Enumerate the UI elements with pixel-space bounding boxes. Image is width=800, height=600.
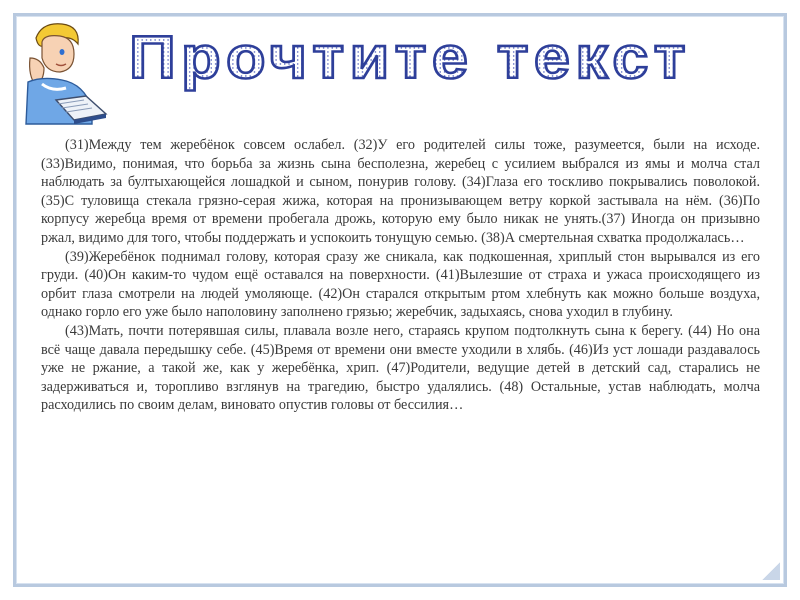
text-paragraph: (43)Мать, почти потерявшая силы, плавала возле него, стараясь крупом подтолкнуть сына к берегу. (44) Но она всё чаще давала передышку себе. (45)Время от времени они вместе уходили в хлябь. (46)Из уст лошади раздавалось уже не ржание, а такой же, как у жеребёнка, хрип. (47)Родители, ведущие детей в детский сад, старались не задерживаться и, торопливо взглянув на трагедию, быстро удалялись. (48) Остальные, устав наблюдать, молча расходились по своим делам, виновато опустив головы от бессилия…: [41, 322, 760, 414]
slide-title: [60, 22, 760, 92]
text-paragraph: (39)Жеребёнок поднимал голову, которая сразу же сникала, как подкошенная, хриплый стон вырывался из его груди. (40)Он каким-то чудом ещё оставался на поверхности. (41)Вылезшие от страха и ужаса происходящего из орбит глаза смотрели на людей умоляюще. (42)Он старался открытым ртом хлебнуть как можно больше воздуха, однако горло его уже было наполовину заполнено грязью; жеребчик, задыхаясь, снова уходил в глубину.: [41, 248, 760, 321]
slide-title-text: Прочтите текст: [129, 24, 691, 92]
text-paragraph: (31)Между тем жеребёнок совсем ослабел. (32)У его родителей силы тоже, разумеется, были на исходе. (33)Видимо, понимая, что борьба за жизнь сына бесполезна, жеребец с усилием выбрался из ямы и молча стал наблюдать за бултыхающейся лошадкой и сыном, понурив голову. (34)Глаза его тоскливо покрывались поволокой. (35)С туловища стекала грязно-серая жижа, которая на пронизывающем ветру коркой застывала на нём. (36)По корпусу жеребца время от времени пробегала дрожь, которую ему было никак не унять.(37) Иногда он призывно ржал, видимо для того, чтобы поддержать и успокоить тонущую семью. (38)А смертельная схватка продолжалась…: [41, 137, 760, 246]
frame-corner-decoration: [762, 562, 780, 580]
reading-text: [41, 136, 760, 415]
